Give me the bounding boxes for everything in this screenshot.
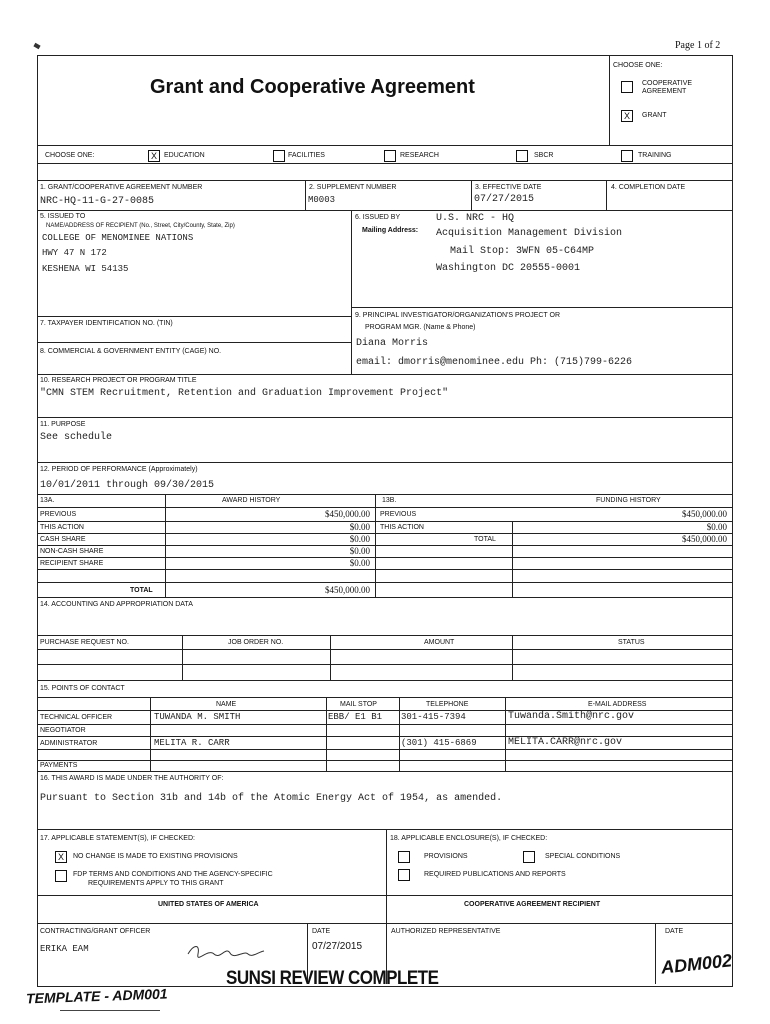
supplement-value: M0003	[308, 195, 336, 205]
award-history-number: 13A.	[40, 497, 55, 504]
contacts-name-header: NAME	[216, 701, 237, 708]
recipient-line-1: COLLEGE OF MENOMINEE NATIONS	[42, 233, 194, 243]
publications-label: REQUIRED PUBLICATIONS AND REPORTS	[424, 871, 566, 878]
recipient-date-label: DATE	[665, 928, 684, 935]
purchase-request-header: PURCHASE REQUEST NO.	[40, 639, 129, 646]
mailing-line-3: Washington DC 20555-0001	[436, 263, 581, 274]
funding-history-header: FUNDING HISTORY	[596, 497, 661, 504]
award-row-label: NON-CASH SHARE	[40, 548, 104, 555]
funding-this-action-label: THIS ACTION	[380, 524, 424, 531]
contact-name: TUWANDA M. SMITH	[154, 712, 241, 722]
award-row-label: THIS ACTION	[40, 524, 84, 531]
status-header: STATUS	[618, 639, 645, 646]
officer-name: ERIKA EAM	[40, 944, 89, 954]
special-conditions-checkbox[interactable]	[523, 851, 535, 863]
cooperative-label: COOPERATIVE AGREEMENT	[642, 80, 693, 95]
contact-role: TECHNICAL OFFICER	[40, 714, 113, 721]
contact-mailstop: EBB/ E1 B1	[328, 712, 383, 722]
education-checkbox[interactable]: X	[148, 150, 160, 162]
grant-number-label: 1. GRANT/COOPERATIVE AGREEMENT NUMBER	[40, 184, 203, 191]
authority-label: 16. THIS AWARD IS MADE UNDER THE AUTHORITY OF:	[40, 775, 224, 782]
cooperative-checkbox[interactable]	[621, 81, 633, 93]
award-row-value: $450,000.00	[325, 509, 370, 519]
training-label: TRAINING	[638, 152, 672, 159]
mailing-address-label: Mailing Address:	[362, 227, 419, 234]
page-label: Page 1 of 2	[675, 40, 721, 51]
purpose-label: 11. PURPOSE	[40, 421, 86, 428]
contact-role: NEGOTIATOR	[40, 727, 86, 734]
education-label: EDUCATION	[164, 152, 205, 159]
funding-history-number: 13B.	[382, 497, 397, 504]
award-total-label: TOTAL	[130, 587, 153, 594]
purpose-value: See schedule	[40, 432, 113, 443]
completion-date-label: 4. COMPLETION DATE	[611, 184, 686, 191]
sbcr-checkbox[interactable]	[516, 150, 528, 162]
grant-number-value: NRC-HQ-11-G-27-0085	[40, 196, 155, 207]
fdp-label-1: FDP TERMS AND CONDITIONS AND THE AGENCY-SPECIFIC	[73, 871, 273, 878]
award-history-header: AWARD HISTORY	[222, 497, 281, 504]
award-row-value: $0.00	[349, 546, 370, 556]
contacts-email-header: E-MAIL ADDRESS	[588, 701, 647, 708]
funding-previous-value: $450,000.00	[682, 509, 727, 519]
award-row-label: PREVIOUS	[40, 511, 77, 518]
publications-checkbox[interactable]	[398, 869, 410, 881]
fdp-checkbox[interactable]	[55, 870, 67, 882]
contact-role: ADMINISTRATOR	[40, 740, 98, 747]
project-title: "CMN STEM Recruitment, Retention and Graduation Improvement Project"	[40, 388, 449, 399]
issued-by-label: 6. ISSUED BY	[355, 214, 401, 221]
period-value: 10/01/2011 through 09/30/2015	[40, 480, 215, 491]
enclosures-label: 18. APPLICABLE ENCLOSURE(S), IF CHECKED:	[390, 835, 548, 842]
contacts-label: 15. POINTS OF CONTACT	[40, 685, 125, 692]
authority-text: Pursuant to Section 31b and 14b of the Atomic Energy Act of 1954, as amended.	[40, 793, 503, 804]
choose-one-row-label: CHOOSE ONE:	[45, 152, 95, 159]
award-row-label: RECIPIENT SHARE	[40, 560, 104, 567]
contacts-mailstop-header: MAIL STOP	[340, 701, 377, 708]
contact-phone: (301) 415-6869	[401, 738, 477, 748]
contact-name: MELITA R. CARR	[154, 738, 230, 748]
officer-signature	[186, 942, 266, 963]
recipient-header: COOPERATIVE AGREEMENT RECIPIENT	[464, 901, 601, 908]
mailing-line-1: Acquisition Management Division	[436, 228, 623, 239]
award-total-value: $450,000.00	[325, 585, 370, 595]
officer-label: CONTRACTING/GRANT OFFICER	[40, 928, 151, 935]
issued-to-label: 5. ISSUED TO	[40, 213, 86, 220]
fdp-label-2: REQUIREMENTS APPLY TO THIS GRANT	[88, 880, 224, 887]
funding-total-label: TOTAL	[474, 536, 496, 543]
issued-by-value: U.S. NRC - HQ	[436, 213, 515, 224]
template-stamp: TEMPLATE - ADM001	[25, 985, 168, 1007]
statements-label: 17. APPLICABLE STATEMENT(S), IF CHECKED:	[40, 835, 195, 842]
facilities-label: FACILITIES	[288, 152, 325, 159]
training-checkbox[interactable]	[621, 150, 633, 162]
award-row-value: $0.00	[349, 558, 370, 568]
contact-email: MELITA.CARR@nrc.gov	[508, 737, 623, 748]
adm-stamp: ADM002	[660, 950, 733, 978]
pi-label-2: PROGRAM MGR. (Name & Phone)	[365, 324, 476, 331]
cage-label: 8. COMMERCIAL & GOVERNMENT ENTITY (CAGE) NO.	[40, 348, 222, 355]
sbcr-label: SBCR	[534, 152, 554, 159]
funding-this-action-value: $0.00	[706, 522, 727, 532]
funding-total-value: $450,000.00	[682, 534, 727, 544]
contact-role: PAYMENTS	[40, 762, 78, 769]
award-row-value: $0.00	[349, 522, 370, 532]
usa-header: UNITED STATES OF AMERICA	[158, 901, 259, 908]
contacts-phone-header: TELEPHONE	[426, 701, 469, 708]
form-title: Grant and Cooperative Agreement	[150, 76, 475, 98]
choose-one-top-label: CHOOSE ONE:	[613, 62, 663, 69]
tin-label: 7. TAXPAYER IDENTIFICATION NO. (TIN)	[40, 320, 173, 327]
award-row-label: CASH SHARE	[40, 536, 86, 543]
no-change-label: NO CHANGE IS MADE TO EXISTING PROVISIONS	[73, 853, 238, 860]
contact-phone: 301-415-7394	[401, 712, 466, 722]
scan-mark	[33, 43, 40, 49]
pi-contact: email: dmorris@menominee.edu Ph: (715)799-6226	[356, 357, 633, 368]
supplement-label: 2. SUPPLEMENT NUMBER	[309, 184, 397, 191]
effective-date-value: 07/27/2015	[474, 194, 535, 205]
recipient-line-2: HWY 47 N 172	[42, 248, 107, 258]
authorized-rep-label: AUTHORIZED REPRESENTATIVE	[391, 928, 501, 935]
issued-to-sublabel: NAME/ADDRESS OF RECIPIENT (No., Street, City/County, State, Zip)	[46, 223, 235, 229]
provisions-checkbox[interactable]	[398, 851, 410, 863]
mailing-line-2: Mail Stop: 3WFN 05-C64MP	[450, 246, 595, 257]
sunsi-review-stamp: SUNSI REVIEW COMPLETE	[226, 966, 439, 989]
contact-email: Tuwanda.Smith@nrc.gov	[508, 711, 635, 722]
pi-label: 9. PRINCIPAL INVESTIGATOR/ORGANIZATION'S PROJECT OR	[355, 312, 561, 319]
grant-checkbox[interactable]: X	[621, 110, 633, 122]
officer-date: 07/27/2015	[312, 941, 363, 952]
no-change-checkbox[interactable]: X	[55, 851, 67, 863]
period-label: 12. PERIOD OF PERFORMANCE (Approximately)	[40, 466, 198, 473]
effective-date-label: 3. EFFECTIVE DATE	[475, 184, 542, 191]
accounting-label: 14. ACCOUNTING AND APPROPRIATION DATA	[40, 601, 193, 608]
special-conditions-label: SPECIAL CONDITIONS	[545, 853, 621, 860]
project-title-label: 10. RESEARCH PROJECT OR PROGRAM TITLE	[40, 377, 197, 384]
award-row-value: $0.00	[349, 534, 370, 544]
pi-name: Diana Morris	[356, 338, 429, 349]
officer-date-label: DATE	[312, 928, 331, 935]
grant-label: GRANT	[642, 112, 667, 119]
funding-previous-label: PREVIOUS	[380, 511, 417, 518]
amount-header: AMOUNT	[424, 639, 455, 646]
research-label: RESEARCH	[400, 152, 439, 159]
recipient-line-3: KESHENA WI 54135	[42, 264, 129, 274]
job-order-header: JOB ORDER NO.	[228, 639, 284, 646]
facilities-checkbox[interactable]	[273, 150, 285, 162]
signature-scribble	[186, 942, 266, 960]
provisions-label: PROVISIONS	[424, 853, 468, 860]
research-checkbox[interactable]	[384, 150, 396, 162]
